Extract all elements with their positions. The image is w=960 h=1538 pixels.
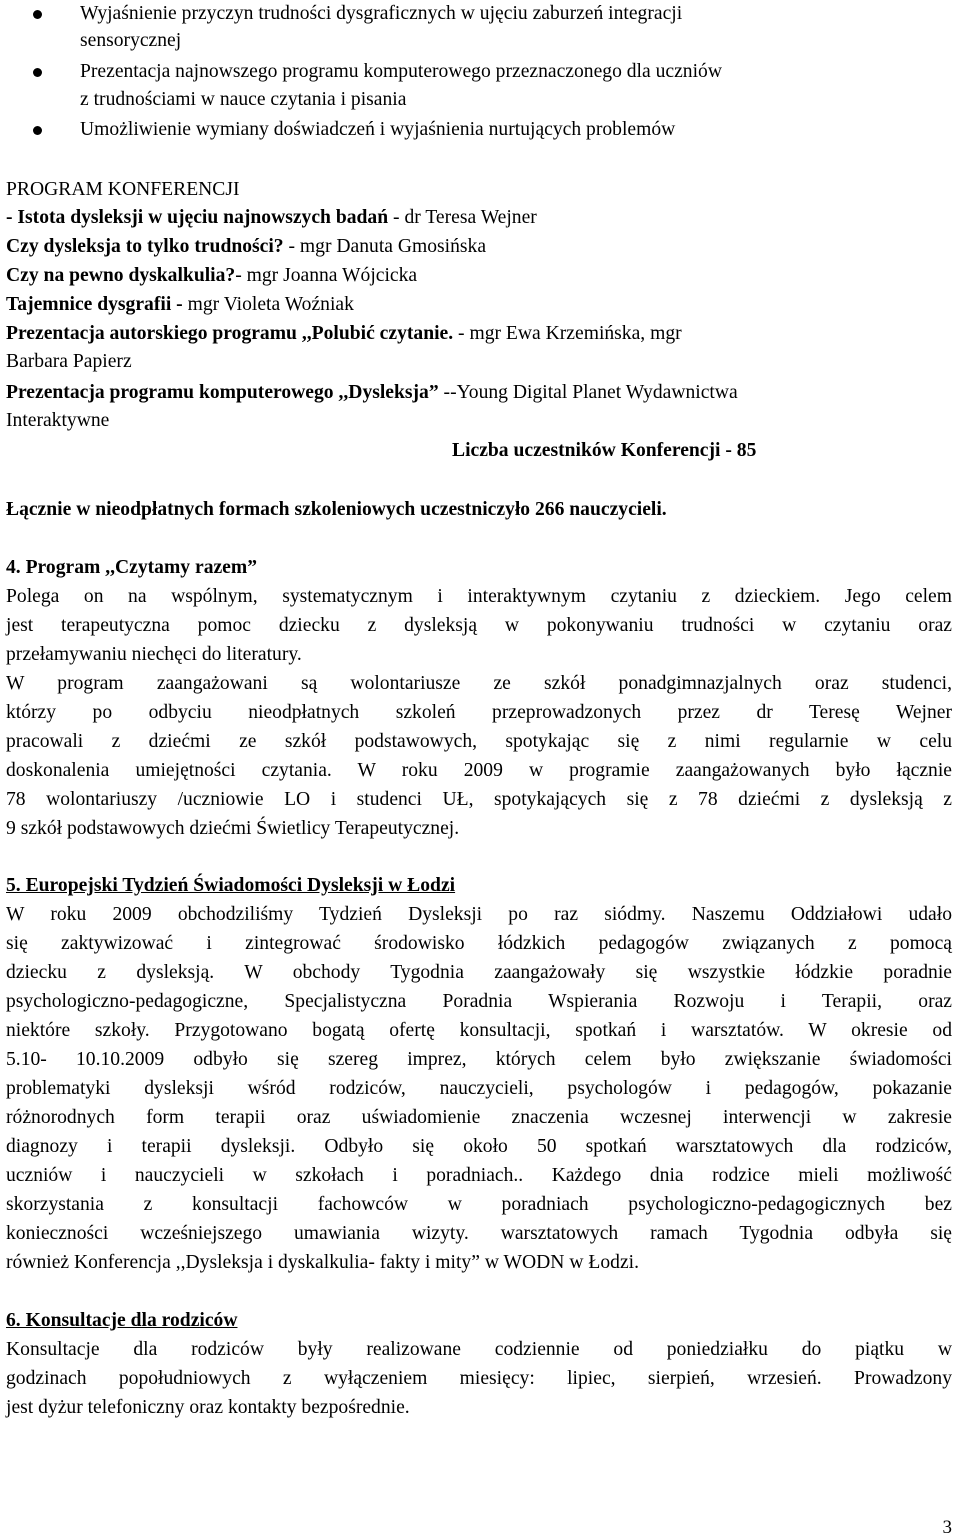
section-title: 4. Program ,,Czytamy razem” bbox=[6, 557, 257, 578]
program-heading: PROGRAM KONFERENCJI bbox=[6, 179, 240, 200]
paragraph-line: doskonalenia umiejętności czytania. W roku 2009 w programie zaangażowanych było łącznie bbox=[6, 760, 952, 781]
program-item-speaker: - mgr Danuta Gmosińska bbox=[283, 236, 487, 257]
program-item bbox=[6, 264, 952, 288]
program-item bbox=[6, 293, 952, 317]
bullet-line: Prezentacja najnowszego programu komputerowego przeznaczonego dla uczniów bbox=[80, 61, 722, 82]
total-participants: Łącznie w nieodpłatnych formach szkoleniowych uczestniczyło 266 nauczycieli. bbox=[6, 499, 667, 520]
participants-count: Liczba uczestników Konferencji - 85 bbox=[452, 440, 757, 461]
paragraph-line: W roku 2009 obchodziliśmy Tydzień Dysleksji po raz siódmy. Naszemu Oddziałowi udało bbox=[6, 904, 952, 925]
bullet-icon bbox=[33, 126, 42, 135]
program-item-title: Prezentacja programu komputerowego ,,Dysleksja” bbox=[6, 382, 439, 403]
paragraph-line: niektóre szkoły. Przygotowano bogatą ofertę konsultacji, spotkań i warsztatów. W okresie od bbox=[6, 1020, 952, 1041]
paragraph-line: którzy po odbyciu nieodpłatnych szkoleń przeprowadzonych przez dr Teresę Wejner bbox=[6, 702, 952, 723]
paragraph-line: 5.10- 10.10.2009 odbyło się szereg imprez, których celem było zwiększanie świadomości bbox=[6, 1049, 952, 1070]
program-item-speaker: --Young Digital Planet Wydawnictwa bbox=[438, 382, 738, 403]
program-item-continuation: Barbara Papierz bbox=[6, 351, 132, 372]
paragraph-line: przełamywaniu niechęci do literatury. bbox=[6, 644, 302, 665]
paragraph-line: się zaktywizować i zintegrować środowisko łódzkich pedagogów związanych z pomocą bbox=[6, 933, 952, 954]
program-item bbox=[6, 381, 952, 405]
program-item-continuation: Interaktywne bbox=[6, 410, 110, 431]
section-title: 6. Konsultacje dla rodziców bbox=[6, 1310, 238, 1331]
paragraph-line: jest terapeutyczna pomoc dziecku z dysleksją w pokonywaniu trudności w czytaniu oraz bbox=[6, 615, 952, 636]
bullet-line: z trudnościami w nauce czytania i pisania bbox=[80, 89, 407, 110]
paragraph-line: 9 szkół podstawowych dziećmi Świetlicy Terapeutycznej. bbox=[6, 818, 460, 839]
paragraph-line: skorzystania z konsultacji fachowców w poradniach psychologiczno-pedagogicznych bez bbox=[6, 1194, 952, 1215]
program-item-speaker: - mgr Ewa Krzemińska, mgr bbox=[453, 323, 682, 344]
paragraph-line: jest dyżur telefoniczny oraz kontakty bezpośrednie. bbox=[6, 1397, 410, 1418]
paragraph-line: uczniów i nauczycieli w szkołach i poradniach.. Każdego dnia rodzice mieli możliwość bbox=[6, 1165, 952, 1186]
program-item bbox=[6, 206, 952, 230]
bullet-line: Umożliwienie wymiany doświadczeń i wyjaśnienia nurtujących problemów bbox=[80, 119, 676, 140]
paragraph-line: problematyki dysleksji wśród rodziców, nauczycieli, psychologów i pedagogów, pokazanie bbox=[6, 1078, 952, 1099]
paragraph-line: konieczności wcześniejszego umawiania wizyty. warsztatowych ramach Tygodnia odbyła się bbox=[6, 1223, 952, 1244]
section-title: 5. Europejski Tydzień Świadomości Dysleksji w Łodzi bbox=[6, 875, 456, 896]
program-item-title: Tajemnice dysgrafii - bbox=[6, 294, 183, 315]
paragraph-line: diagnozy i terapii dysleksji. Odbyło się około 50 spotkań warsztatowych dla rodziców, bbox=[6, 1136, 952, 1157]
program-item-speaker: mgr Violeta Woźniak bbox=[182, 294, 354, 315]
program-item bbox=[6, 235, 952, 259]
paragraph-line: różnorodnych form terapii oraz uświadomienie znaczenia wczesnej interwencji w zakresie bbox=[6, 1107, 952, 1128]
paragraph-line: W program zaangażowani są wolontariusze ze szkół ponadgimnazjalnych oraz studenci, bbox=[6, 673, 952, 694]
paragraph-line: pracowali z dziećmi ze szkół podstawowych, spotykając się z nimi regularnie w celu bbox=[6, 731, 952, 752]
program-item bbox=[6, 322, 952, 346]
paragraph-line: 78 wolontariuszy /uczniowie LO i studenci UŁ, spotykających się z 78 dziećmi z dysleksją z bbox=[6, 789, 952, 810]
bullet-icon bbox=[33, 10, 42, 19]
paragraph-line: również Konferencja ,,Dysleksja i dyskalkulia- fakty i mity” w WODN w Łodzi. bbox=[6, 1252, 639, 1273]
bullet-line: Wyjaśnienie przyczyn trudności dysgraficznych w ujęciu zaburzeń integracji bbox=[80, 3, 683, 24]
paragraph-line: psychologiczno-pedagogiczne, Specjalistyczna Poradnia Wspierania Rozwoju i Terapii, oraz bbox=[6, 991, 952, 1012]
bullet-icon bbox=[33, 68, 42, 77]
paragraph-line: godzinach popołudniowych z wyłączeniem miesięcy: lipiec, sierpień, wrzesień. Prowadzony bbox=[6, 1368, 952, 1389]
page-number: 3 bbox=[942, 1517, 952, 1538]
program-item-title: Prezentacja autorskiego programu ,,Polubić czytanie. bbox=[6, 323, 454, 344]
paragraph-line: Polega on na wspólnym, systematycznym i interaktywnym czytaniu z dzieckiem. Jego celem bbox=[6, 586, 952, 607]
paragraph-line: dziecku z dysleksją. W obchody Tygodnia zaangażowały się wszystkie łódzkie poradnie bbox=[6, 962, 952, 983]
bullet-line: sensorycznej bbox=[80, 30, 182, 51]
program-item-speaker: - dr Teresa Wejner bbox=[388, 207, 537, 228]
program-item-title: Czy dysleksja to tylko trudności? bbox=[6, 236, 284, 257]
paragraph-line: Konsultacje dla rodziców były realizowane codziennie od poniedziałku do piątku w bbox=[6, 1339, 952, 1360]
program-item-title: - Istota dysleksji w ujęciu najnowszych badań bbox=[6, 207, 389, 228]
program-item-speaker: - mgr Joanna Wójcicka bbox=[235, 265, 418, 286]
program-item-title: Czy na pewno dyskalkulia? bbox=[6, 265, 236, 286]
